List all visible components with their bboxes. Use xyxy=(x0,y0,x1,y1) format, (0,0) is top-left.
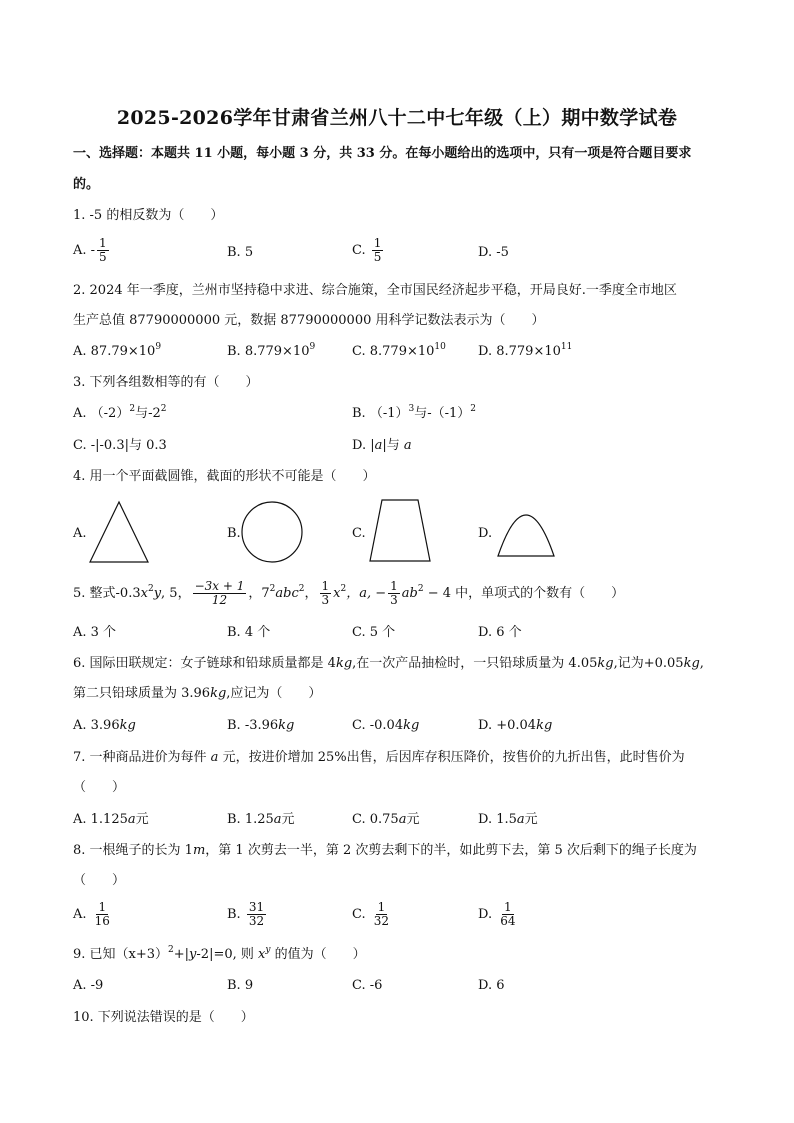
q5-option-c: C. 5 个 xyxy=(352,625,396,640)
stem-text: , 5， xyxy=(161,586,191,601)
unit: kg xyxy=(119,718,136,733)
fraction-denominator: 32 xyxy=(248,914,265,928)
q3-option-a xyxy=(73,406,166,422)
unit: 元 xyxy=(135,812,149,827)
fraction-denominator: 3 xyxy=(321,593,330,607)
option-letter: C. xyxy=(352,907,366,922)
unit: 元 xyxy=(406,812,420,827)
variable: abc xyxy=(275,586,299,601)
stem-text: ,记为+0.05 xyxy=(613,656,684,671)
stem-text: ， xyxy=(304,586,318,601)
fraction-denominator: 5 xyxy=(99,250,107,264)
exponent: 2 xyxy=(298,584,305,594)
unit: m xyxy=(192,843,206,858)
stem-text: − 4 中，单项式的个数有（ ） xyxy=(423,586,625,601)
q7-option-d xyxy=(478,812,538,828)
q5-option-b: B. 4 个 xyxy=(227,625,271,640)
variable: ab xyxy=(401,586,418,601)
exponent: 11 xyxy=(560,342,573,352)
variable: a xyxy=(374,438,383,453)
variable: a xyxy=(127,812,136,827)
fraction-numerator: 1 xyxy=(99,236,107,250)
option-text: D. +0.04 xyxy=(478,718,537,733)
option-fraction xyxy=(93,901,112,928)
fraction-denominator: 3 xyxy=(390,593,398,607)
stem-text: ，a, − xyxy=(346,586,387,601)
fraction-numerator: 1 xyxy=(98,900,107,914)
option-text: B. -3.96 xyxy=(227,718,279,733)
q2-option-d xyxy=(478,344,572,360)
option-text: D. 8.779×10 xyxy=(478,344,561,359)
fraction-denominator: 12 xyxy=(211,593,228,607)
q8-option-d xyxy=(478,901,520,928)
parabola-segment-shape xyxy=(494,502,558,560)
option-text: A. （-2） xyxy=(73,406,130,421)
fraction-numerator: 1 xyxy=(373,236,382,250)
question-10-stem: 10. 下列说法错误的是（ ） xyxy=(73,1010,254,1025)
exponent: y xyxy=(265,945,271,955)
stem-text: ,应记为（ ） xyxy=(226,686,322,701)
option-text: C. 8.779×10 xyxy=(352,344,435,359)
option-text: A. 3.96 xyxy=(73,718,120,733)
fraction-numerator: 31 xyxy=(248,900,265,914)
q9-option-b: B. 9 xyxy=(227,978,254,993)
option-text: C. 0.75 xyxy=(352,812,399,827)
q6-option-b xyxy=(227,718,294,734)
triangle-shape xyxy=(88,500,150,564)
question-1-stem: 1. -5 的相反数为（ ） xyxy=(73,208,224,223)
q6-option-d xyxy=(478,718,552,734)
q2-option-b xyxy=(227,344,315,360)
variable: a xyxy=(398,812,407,827)
option-text: D. | xyxy=(352,438,375,453)
variable: a xyxy=(403,438,412,453)
exponent: 2 xyxy=(417,584,424,594)
page-title: 2025-2026学年甘肃省兰州八十二中七年级（上）期中数学试卷 xyxy=(116,107,678,129)
q8-option-c xyxy=(352,901,393,928)
q1-option-c-fraction xyxy=(372,237,384,264)
variable: y xyxy=(153,586,162,601)
fraction-numerator: 1 xyxy=(504,900,512,914)
q9-option-c: C. -6 xyxy=(352,978,383,993)
option-text: 与-2 xyxy=(135,406,161,421)
option-fraction xyxy=(372,901,391,928)
stem-text: 6. 国际田联规定：女子链球和铅球质量都是 4 xyxy=(73,656,336,671)
variable: x xyxy=(333,586,341,601)
stem-text: 9. 已知（x+3） xyxy=(73,947,169,962)
option-fraction xyxy=(498,901,517,928)
q2-option-a xyxy=(73,344,161,360)
exponent: 2 xyxy=(470,404,477,414)
q1-option-a-prefix: A. - xyxy=(73,243,96,258)
variable: a xyxy=(210,750,219,765)
q1-option-d: D. -5 xyxy=(478,245,509,260)
question-8-stem-line1 xyxy=(73,843,697,859)
fraction-one-third xyxy=(388,580,400,607)
stem-text: 7. 一种商品进价为每件 xyxy=(73,750,211,765)
option-text: A. 87.79×10 xyxy=(73,344,156,359)
stem-text: 5. 整式-0.3 xyxy=(73,586,141,601)
exponent: 2 xyxy=(147,584,154,594)
option-letter: B. xyxy=(227,907,241,922)
fraction-denominator: 16 xyxy=(94,914,110,928)
stem-text: , xyxy=(699,656,704,671)
fraction-numerator: 1 xyxy=(390,579,398,593)
section-header xyxy=(73,146,691,162)
stem-text: 元，按进价增加 25%出售，后因库存积压降价，按售价的九折出售，此时售价为 xyxy=(218,750,685,765)
q1-option-b: B. 5 xyxy=(227,245,254,260)
unit: kg xyxy=(536,718,553,733)
trapezoid-shape xyxy=(367,498,433,564)
option-text: 与-（-1） xyxy=(414,406,471,421)
exponent: 2 xyxy=(340,584,347,594)
variable: a xyxy=(273,812,282,827)
q3-option-c: C. -|-0.3|与 0.3 xyxy=(73,438,167,453)
q1-option-a xyxy=(73,237,111,264)
option-text: A. 1.125 xyxy=(73,812,128,827)
unit: 元 xyxy=(281,812,295,827)
unit: kg xyxy=(278,718,295,733)
question-3-stem: 3. 下列各组数相等的有（ ） xyxy=(73,375,259,390)
unit: kg xyxy=(335,656,353,671)
exponent: 9 xyxy=(309,342,316,352)
question-9-stem xyxy=(73,947,366,963)
option-text: D. 1.5 xyxy=(478,812,517,827)
unit: kg xyxy=(683,656,700,671)
stem-text: ，7 xyxy=(248,586,270,601)
fraction-numerator: −3x + 1 xyxy=(194,579,245,593)
q2-option-c xyxy=(352,344,446,360)
variable: y xyxy=(189,947,197,962)
exponent: 10 xyxy=(434,342,446,352)
q8-option-a xyxy=(73,901,114,928)
q7-option-a xyxy=(73,812,149,828)
option-letter: A. xyxy=(73,907,87,922)
stem-text: ,在一次产品抽检时，一只铅球质量为 4.05 xyxy=(352,656,598,671)
q9-option-d: D. 6 xyxy=(478,978,505,993)
variable: x xyxy=(140,586,148,601)
unit: kg xyxy=(597,656,614,671)
question-8-stem-line2: （ ） xyxy=(73,873,126,888)
question-7-stem-line2: （ ） xyxy=(73,780,126,795)
fraction-denominator: 64 xyxy=(500,914,516,928)
question-6-stem-line1 xyxy=(73,656,704,672)
variable: x xyxy=(258,947,266,962)
stem-text: ，第 1 次剪去一半，第 2 次剪去剩下的半，如此剪下去，第 5 次后剩下的绳子长度为 xyxy=(205,843,697,858)
q4-option-c-label: C. xyxy=(352,526,366,541)
unit: 元 xyxy=(524,812,538,827)
stem-text: -2|=0, 则 xyxy=(196,947,259,962)
unit: kg xyxy=(210,686,227,701)
exponent: 2 xyxy=(269,584,276,594)
exponent: 9 xyxy=(155,342,162,352)
q4-option-a-label: A. xyxy=(73,526,87,541)
q6-option-a xyxy=(73,718,136,734)
unit: kg xyxy=(403,718,420,733)
q6-option-c xyxy=(352,718,419,734)
q1-option-c-prefix: C. xyxy=(352,243,370,258)
q4-option-d-label: D. xyxy=(478,526,493,541)
fraction-denominator: 32 xyxy=(373,914,390,928)
option-text: B. 1.25 xyxy=(227,812,274,827)
stem-text: 第二只铅球质量为 3.96 xyxy=(73,686,211,701)
fraction-denominator: 5 xyxy=(373,250,382,264)
fraction-expression xyxy=(193,580,247,607)
q8-option-b xyxy=(227,901,268,928)
question-6-stem-line2 xyxy=(73,686,321,702)
q3-option-b xyxy=(352,406,476,422)
option-text: C. -0.04 xyxy=(352,718,404,733)
circle-shape xyxy=(240,500,304,564)
exponent: 3 xyxy=(408,404,415,414)
q1-option-a-fraction xyxy=(97,237,109,264)
q1-option-c xyxy=(352,237,385,264)
option-text: B. 8.779×10 xyxy=(227,344,310,359)
q9-option-a: A. -9 xyxy=(73,978,104,993)
option-text: |与 xyxy=(382,438,404,453)
option-fraction xyxy=(247,901,266,928)
stem-text: 8. 一根绳子的长为 1 xyxy=(73,843,193,858)
question-5-stem xyxy=(73,580,624,608)
q7-option-b xyxy=(227,812,295,828)
exponent: 2 xyxy=(160,404,167,414)
variable: a xyxy=(516,812,525,827)
option-text: B. （-1） xyxy=(352,406,409,421)
fraction-numerator: 1 xyxy=(377,900,386,914)
q5-option-a: A. 3 个 xyxy=(73,625,117,640)
section-header-continued: 的。 xyxy=(73,177,100,192)
stem-text: 的值为（ ） xyxy=(270,947,366,962)
fraction-numerator: 1 xyxy=(321,579,330,593)
q3-option-d xyxy=(352,438,412,454)
fraction-one-third xyxy=(320,580,332,607)
exponent: 2 xyxy=(168,945,174,955)
exponent: 2 xyxy=(129,404,136,414)
question-4-stem: 4. 用一个平面截圆锥，截面的形状不可能是（ ） xyxy=(73,469,376,484)
question-2-stem-line1: 2. 2024 年一季度，兰州市坚持稳中求进、综合施策，全市国民经济起步平稳，开局良好.一季度全市地区 xyxy=(73,283,677,298)
question-7-stem-line1 xyxy=(73,750,685,766)
q5-option-d: D. 6 个 xyxy=(478,625,522,640)
option-letter: D. xyxy=(478,907,493,922)
section-header-line1: 一、选择题：本题共 11 小题，每小题 3 分，共 33 分。在每小题给出的选项中，只有一项是符合题目要求 xyxy=(73,146,692,161)
q4-option-b-label: B. xyxy=(227,526,241,541)
stem-text: +| xyxy=(173,947,190,962)
q7-option-c xyxy=(352,812,419,828)
question-2-stem-line2: 生产总值 87790000000 元，数据 87790000000 用科学记数法表示为（ ） xyxy=(73,313,545,328)
